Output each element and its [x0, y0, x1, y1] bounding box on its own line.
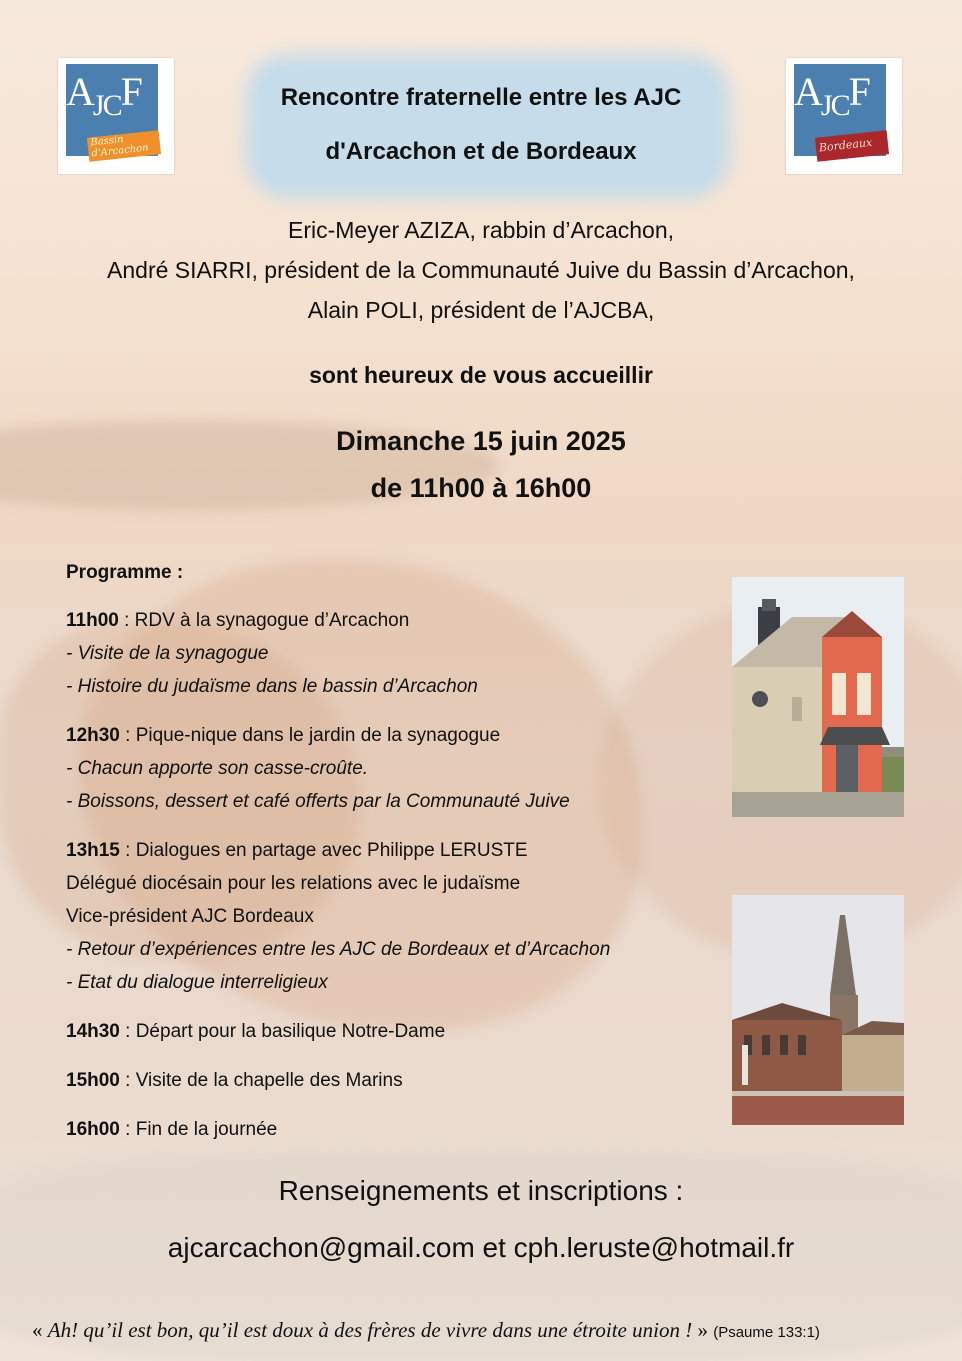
programme-subitem: - Etat du dialogue interreligieux — [66, 972, 328, 993]
event-date: Dimanche 15 juin 2025 — [336, 426, 626, 456]
programme-item: 12h30 : Pique-nique dans le jardin de la synagogue — [66, 725, 501, 746]
programme-line: Vice-président AJC Bordeaux — [66, 906, 314, 927]
logo-letters: $A_{JC}F$ — [66, 69, 141, 122]
psalm-quote: « Ah! qu’il est bon, qu’il est doux à des frères de vivre dans une étroite union ! » (Psaume 133:1) — [32, 1318, 820, 1342]
programme-subitem: - Boissons, dessert et café offerts par la Communauté Juive — [66, 791, 570, 812]
title-line-1: Rencontre fraternelle entre les AJC — [280, 84, 682, 111]
host-president-communaute: André SIARRI, président de la Communauté Juive du Bassin d’Arcachon, — [107, 257, 855, 283]
psalm-reference: (Psaume 133:1) — [713, 1324, 820, 1341]
programme-item: 11h00 : RDV à la synagogue d’Arcachon — [66, 610, 410, 631]
programme-item: 13h15 : Dialogues en partage avec Philippe LERUSTE — [66, 840, 528, 861]
welcome-text: sont heureux de vous accueillir — [309, 362, 653, 388]
programme-heading: Programme : — [66, 562, 184, 583]
contact-heading: Renseignements et inscriptions : — [278, 1175, 684, 1206]
host-president-ajcba: Alain POLI, président de l’AJCBA, — [307, 297, 655, 323]
basilica-photo — [732, 895, 904, 1125]
logo-letters: $A_{JC}F$ — [794, 69, 869, 122]
synagogue-photo — [732, 577, 904, 817]
title-line-2: d'Arcachon et de Bordeaux — [325, 138, 637, 165]
logo-band-label: Bassin d'Arcachon — [87, 130, 161, 161]
programme-subitem: - Retour d’expériences entre les AJC de Bordeaux et d’Arcachon — [66, 939, 611, 960]
host-rabbin: Eric-Meyer AZIZA, rabbin d’Arcachon, — [287, 217, 675, 243]
logo-band-label: Bordeaux — [815, 130, 889, 161]
programme-item: 16h00 : Fin de la journée — [66, 1119, 278, 1140]
programme-subitem: - Visite de la synagogue — [66, 643, 269, 664]
event-hours: de 11h00 à 16h00 — [370, 473, 592, 503]
programme-line: Délégué diocésain pour les relations avec le judaïsme — [66, 873, 521, 894]
programme-item: 15h00 : Visite de la chapelle des Marins — [66, 1070, 403, 1091]
programme-item: 14h30 : Départ pour la basilique Notre-Dame — [66, 1021, 446, 1042]
contact-emails: ajcarcachon@gmail.com et cph.leruste@hotmail.fr — [167, 1232, 795, 1263]
programme-subitem: - Histoire du judaïsme dans le bassin d’Arcachon — [66, 676, 478, 697]
programme-subitem: - Chacun apporte son casse-croûte. — [66, 758, 369, 779]
